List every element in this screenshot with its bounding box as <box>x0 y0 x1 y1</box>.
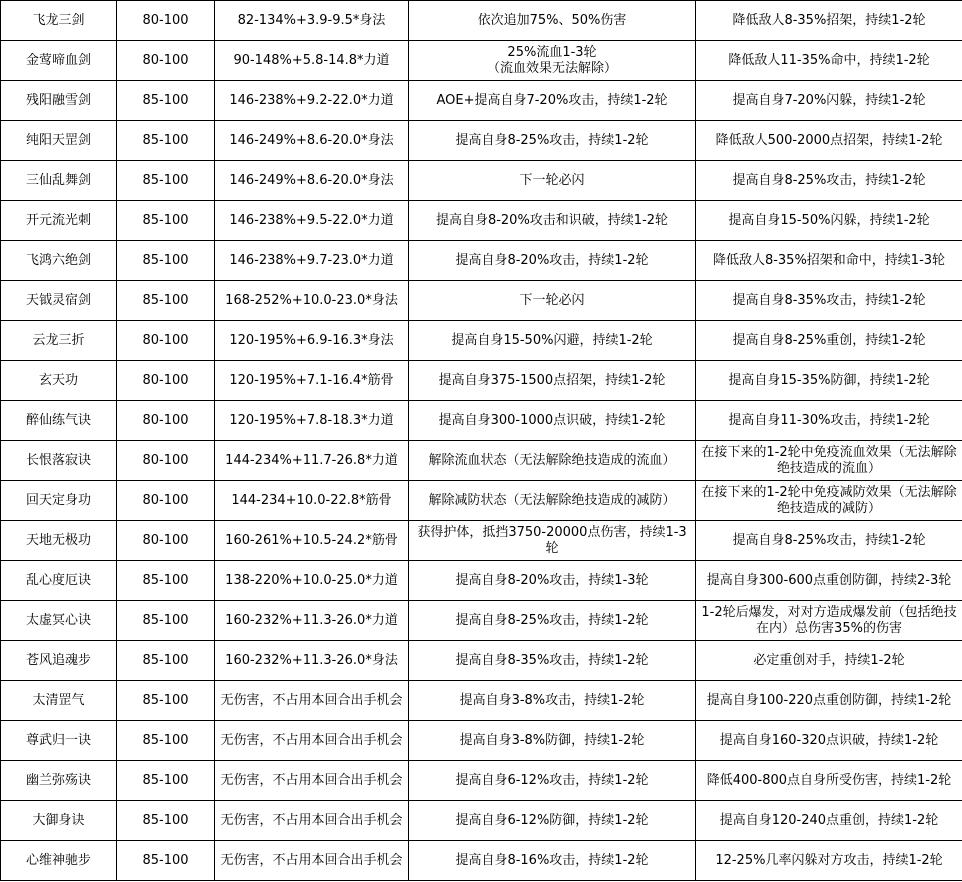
skill-name-cell: 金莺啼血剑 <box>1 41 117 81</box>
level-range-cell: 85-100 <box>117 281 215 321</box>
skill-name-cell: 尊武归一诀 <box>1 721 117 761</box>
skill-name-cell: 幽兰弥殇诀 <box>1 761 117 801</box>
table-row <box>1 121 962 161</box>
level-range-cell: 85-100 <box>117 761 215 801</box>
effect-primary-cell: 下一轮必闪 <box>409 161 696 201</box>
effect-secondary-cell: 提高自身15-35%防御，持续1-2轮 <box>696 361 962 401</box>
table-row <box>1 841 962 881</box>
table-row <box>1 321 962 361</box>
table-row <box>1 761 962 801</box>
effect-secondary-cell: 提高自身8-35%攻击，持续1-2轮 <box>696 281 962 321</box>
effect-primary-cell: 提高自身15-50%闪避，持续1-2轮 <box>409 321 696 361</box>
damage-formula-cell: 82-134%+3.9-9.5*身法 <box>215 1 409 41</box>
effect-primary-cell: 25%流血1-3轮 （流血效果无法解除） <box>409 41 696 81</box>
level-range-cell: 85-100 <box>117 601 215 641</box>
damage-formula-cell: 146-249%+8.6-20.0*身法 <box>215 121 409 161</box>
damage-formula-cell: 160-232%+11.3-26.0*身法 <box>215 641 409 681</box>
skill-name-cell: 残阳融雪剑 <box>1 81 117 121</box>
damage-formula-cell: 160-261%+10.5-24.2*筋骨 <box>215 521 409 561</box>
damage-formula-cell: 无伤害，不占用本回合出手机会 <box>215 681 409 721</box>
effect-secondary-cell: 降低400-800点自身所受伤害，持续1-2轮 <box>696 761 962 801</box>
effect-secondary-cell: 12-25%几率闪躲对方攻击，持续1-2轮 <box>696 841 962 881</box>
effect-primary-cell: 提高自身3-8%防御，持续1-2轮 <box>409 721 696 761</box>
skill-name-cell: 乱心度厄诀 <box>1 561 117 601</box>
skill-name-cell: 天钺灵宿剑 <box>1 281 117 321</box>
damage-formula-cell: 无伤害，不占用本回合出手机会 <box>215 761 409 801</box>
level-range-cell: 80-100 <box>117 521 215 561</box>
level-range-cell: 80-100 <box>117 41 215 81</box>
effect-primary-cell: 提高自身6-12%防御，持续1-2轮 <box>409 801 696 841</box>
effect-secondary-cell: 提高自身160-320点识破，持续1-2轮 <box>696 721 962 761</box>
skill-name-cell: 纯阳天罡剑 <box>1 121 117 161</box>
damage-formula-cell: 168-252%+10.0-23.0*身法 <box>215 281 409 321</box>
level-range-cell: 80-100 <box>117 321 215 361</box>
level-range-cell: 80-100 <box>117 481 215 521</box>
skill-name-cell: 长恨落寂诀 <box>1 441 117 481</box>
skill-name-cell: 玄天功 <box>1 361 117 401</box>
effect-primary-cell: 提高自身8-35%攻击，持续1-2轮 <box>409 641 696 681</box>
effect-secondary-cell: 提高自身8-25%攻击，持续1-2轮 <box>696 521 962 561</box>
effect-primary-cell: 依次追加75%、50%伤害 <box>409 1 696 41</box>
damage-formula-cell: 120-195%+6.9-16.3*身法 <box>215 321 409 361</box>
skill-name-cell: 太清罡气 <box>1 681 117 721</box>
damage-formula-cell: 160-232%+11.3-26.0*力道 <box>215 601 409 641</box>
table-row <box>1 401 962 441</box>
level-range-cell: 85-100 <box>117 161 215 201</box>
damage-formula-cell: 无伤害，不占用本回合出手机会 <box>215 841 409 881</box>
effect-primary-cell: 解除减防状态（无法解除绝技造成的减防） <box>409 481 696 521</box>
effect-secondary-cell: 降低敌人500-2000点招架，持续1-2轮 <box>696 121 962 161</box>
damage-formula-cell: 138-220%+10.0-25.0*力道 <box>215 561 409 601</box>
effect-secondary-cell: 提高自身100-220点重创防御，持续1-2轮 <box>696 681 962 721</box>
table-row <box>1 681 962 721</box>
effect-primary-cell: 提高自身6-12%攻击，持续1-2轮 <box>409 761 696 801</box>
table-row <box>1 721 962 761</box>
damage-formula-cell: 144-234%+11.7-26.8*力道 <box>215 441 409 481</box>
skill-name-cell: 心维神驰步 <box>1 841 117 881</box>
table-row <box>1 201 962 241</box>
level-range-cell: 85-100 <box>117 681 215 721</box>
effect-primary-cell: 提高自身8-20%攻击，持续1-2轮 <box>409 241 696 281</box>
level-range-cell: 80-100 <box>117 361 215 401</box>
effect-secondary-cell: 在接下来的1-2轮中免疫流血效果（无法解除绝技造成的流血） <box>696 441 962 481</box>
effect-secondary-cell: 提高自身7-20%闪躲，持续1-2轮 <box>696 81 962 121</box>
skill-name-cell: 三仙乱舞剑 <box>1 161 117 201</box>
effect-primary-cell: 提高自身8-20%攻击和识破，持续1-2轮 <box>409 201 696 241</box>
effect-primary-cell: AOE+提高自身7-20%攻击，持续1-2轮 <box>409 81 696 121</box>
level-range-cell: 85-100 <box>117 121 215 161</box>
level-range-cell: 85-100 <box>117 841 215 881</box>
level-range-cell: 80-100 <box>117 1 215 41</box>
effect-primary-cell: 解除流血状态（无法解除绝技造成的流血） <box>409 441 696 481</box>
table-row <box>1 641 962 681</box>
level-range-cell: 85-100 <box>117 81 215 121</box>
level-range-cell: 85-100 <box>117 201 215 241</box>
table-row <box>1 161 962 201</box>
skills-table-body <box>1 1 962 881</box>
damage-formula-cell: 无伤害，不占用本回合出手机会 <box>215 721 409 761</box>
effect-secondary-cell: 提高自身8-25%攻击，持续1-2轮 <box>696 161 962 201</box>
level-range-cell: 85-100 <box>117 241 215 281</box>
effect-primary-cell: 提高自身8-25%攻击，持续1-2轮 <box>409 121 696 161</box>
effect-primary-cell: 提高自身375-1500点招架，持续1-2轮 <box>409 361 696 401</box>
skill-name-cell: 太虚冥心诀 <box>1 601 117 641</box>
effect-secondary-cell: 提高自身300-600点重创防御，持续2-3轮 <box>696 561 962 601</box>
skill-name-cell: 飞鸿六绝剑 <box>1 241 117 281</box>
table-row <box>1 601 962 641</box>
table-row <box>1 241 962 281</box>
effect-primary-cell: 提高自身8-20%攻击，持续1-3轮 <box>409 561 696 601</box>
effect-secondary-cell: 降低敌人8-35%招架和命中，持续1-3轮 <box>696 241 962 281</box>
table-row <box>1 801 962 841</box>
level-range-cell: 85-100 <box>117 801 215 841</box>
damage-formula-cell: 146-238%+9.5-22.0*力道 <box>215 201 409 241</box>
level-range-cell: 85-100 <box>117 721 215 761</box>
table-row <box>1 441 962 481</box>
damage-formula-cell: 146-238%+9.2-22.0*力道 <box>215 81 409 121</box>
damage-formula-cell: 90-148%+5.8-14.8*力道 <box>215 41 409 81</box>
effect-primary-cell: 获得护体，抵挡3750-20000点伤害，持续1-3轮 <box>409 521 696 561</box>
effect-secondary-cell: 降低敌人11-35%命中，持续1-2轮 <box>696 41 962 81</box>
effect-secondary-cell: 提高自身120-240点重创，持续1-2轮 <box>696 801 962 841</box>
skill-name-cell: 飞龙三剑 <box>1 1 117 41</box>
level-range-cell: 80-100 <box>117 401 215 441</box>
skill-name-cell: 天地无极功 <box>1 521 117 561</box>
damage-formula-cell: 146-249%+8.6-20.0*身法 <box>215 161 409 201</box>
table-row <box>1 41 962 81</box>
skill-name-cell: 开元流光刺 <box>1 201 117 241</box>
effect-secondary-cell: 在接下来的1-2轮中免疫减防效果（无法解除绝技造成的减防） <box>696 481 962 521</box>
damage-formula-cell: 120-195%+7.1-16.4*筋骨 <box>215 361 409 401</box>
table-row <box>1 1 962 41</box>
damage-formula-cell: 146-238%+9.7-23.0*力道 <box>215 241 409 281</box>
table-row <box>1 281 962 321</box>
effect-secondary-cell: 降低敌人8-35%招架，持续1-2轮 <box>696 1 962 41</box>
effect-secondary-cell: 提高自身11-30%攻击，持续1-2轮 <box>696 401 962 441</box>
skill-name-cell: 苍风追魂步 <box>1 641 117 681</box>
table-row <box>1 521 962 561</box>
table-row <box>1 561 962 601</box>
effect-secondary-cell: 提高自身15-50%闪躲，持续1-2轮 <box>696 201 962 241</box>
skill-name-cell: 回天定身功 <box>1 481 117 521</box>
level-range-cell: 80-100 <box>117 441 215 481</box>
skill-name-cell: 大御身诀 <box>1 801 117 841</box>
skill-name-cell: 云龙三折 <box>1 321 117 361</box>
level-range-cell: 85-100 <box>117 641 215 681</box>
effect-primary-cell: 下一轮必闪 <box>409 281 696 321</box>
damage-formula-cell: 无伤害，不占用本回合出手机会 <box>215 801 409 841</box>
table-row <box>1 361 962 401</box>
damage-formula-cell: 120-195%+7.8-18.3*力道 <box>215 401 409 441</box>
effect-secondary-cell: 必定重创对手，持续1-2轮 <box>696 641 962 681</box>
level-range-cell: 85-100 <box>117 561 215 601</box>
effect-secondary-cell: 提高自身8-25%重创，持续1-2轮 <box>696 321 962 361</box>
damage-formula-cell: 144-234+10.0-22.8*筋骨 <box>215 481 409 521</box>
skill-name-cell: 醉仙练气诀 <box>1 401 117 441</box>
effect-primary-cell: 提高自身8-25%攻击，持续1-2轮 <box>409 601 696 641</box>
effect-primary-cell: 提高自身3-8%攻击，持续1-2轮 <box>409 681 696 721</box>
effect-secondary-cell: 1-2轮后爆发，对对方造成爆发前（包括绝技在内）总伤害35%的伤害 <box>696 601 962 641</box>
effect-primary-cell: 提高自身8-16%攻击，持续1-2轮 <box>409 841 696 881</box>
table-row <box>1 81 962 121</box>
effect-primary-cell: 提高自身300-1000点识破，持续1-2轮 <box>409 401 696 441</box>
table-row <box>1 481 962 521</box>
